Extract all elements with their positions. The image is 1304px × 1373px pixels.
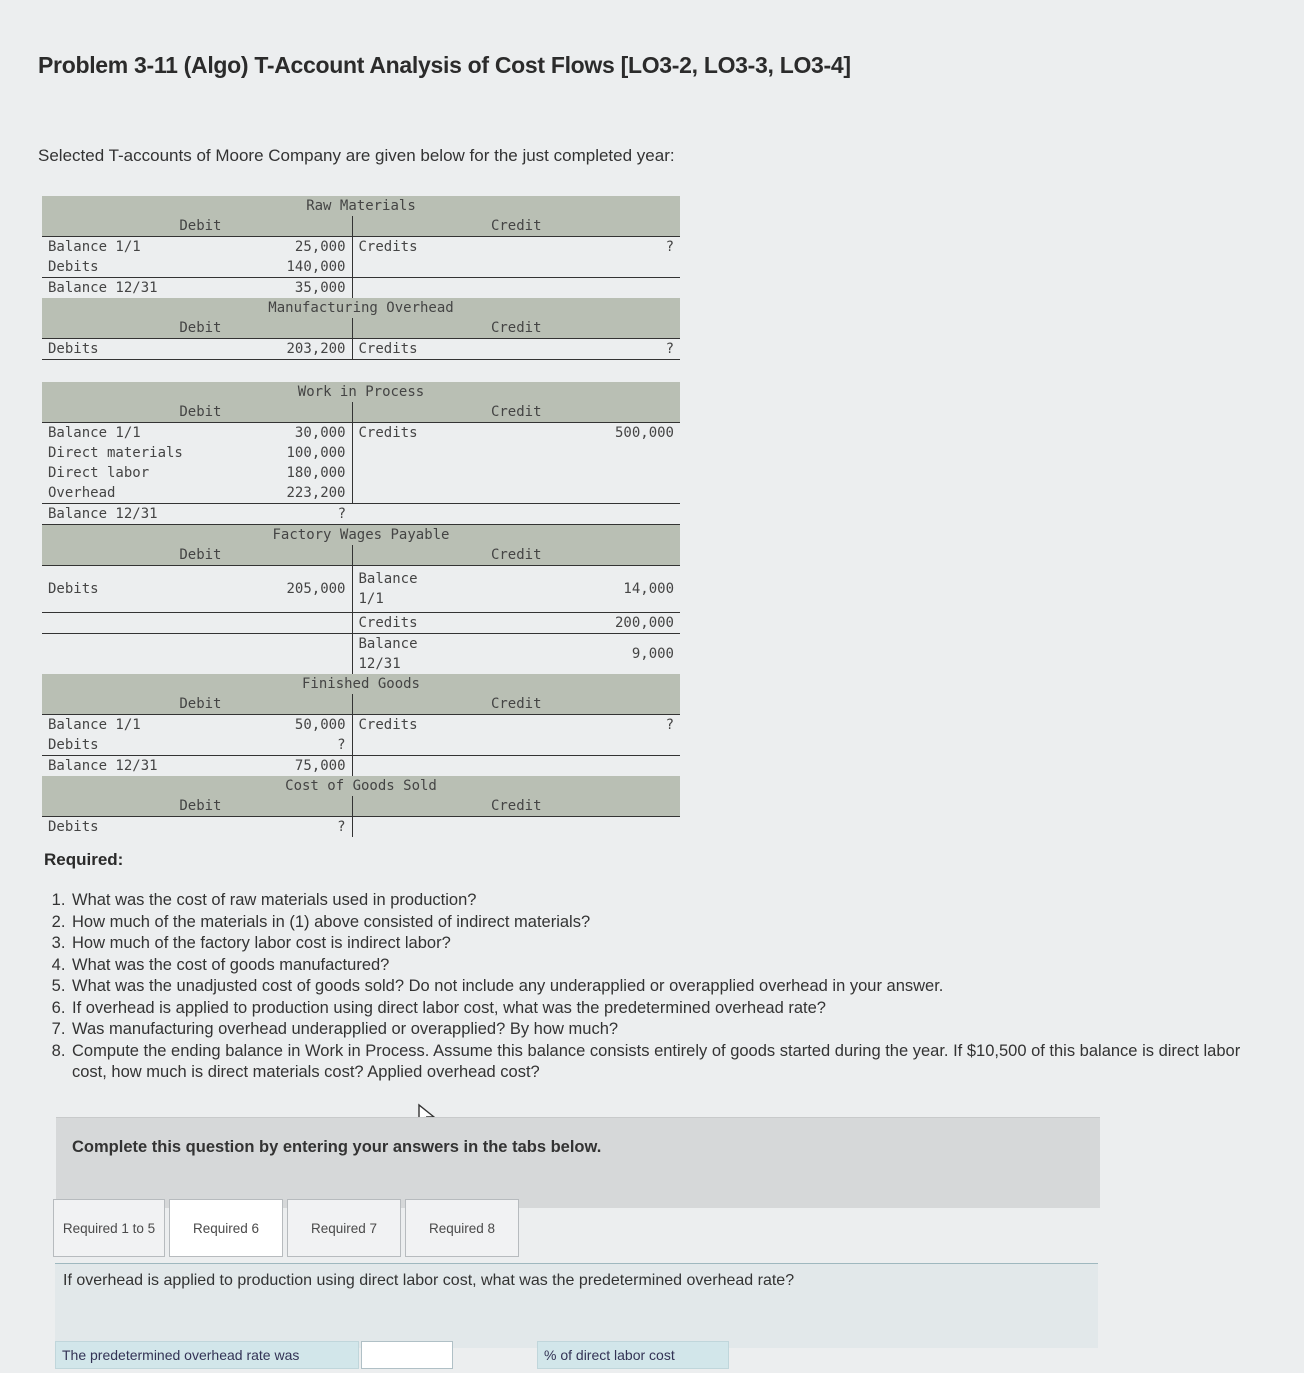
account-title: Raw Materials	[42, 196, 680, 216]
credit-label: Credits	[358, 717, 418, 733]
required-list	[44, 890, 1244, 1084]
credit-header: Credit	[352, 402, 680, 423]
row-amount: 205,000	[210, 566, 352, 613]
row-label: Debits	[48, 341, 99, 357]
required-section	[44, 850, 1244, 1084]
row-label: Debits	[48, 737, 99, 753]
account-title: Cost of Goods Sold	[42, 776, 680, 796]
answer-spacer	[453, 1343, 537, 1367]
tab-required-1-to-5[interactable]: Required 1 to 5	[53, 1199, 165, 1257]
overhead-rate-input[interactable]	[361, 1341, 453, 1369]
account-title: Finished Goods	[42, 674, 680, 694]
required-item: 5. What was the unadjusted cost of goods sold? Do not include any underapplied or overapplied overhead in your answer.	[70, 976, 1244, 998]
row-label: Direct materials	[48, 445, 183, 461]
credit-label: Credits	[358, 425, 418, 441]
credit-amount: ?	[665, 341, 674, 357]
intro-text: Selected T-accounts of Moore Company are given below for the just completed year:	[38, 146, 675, 165]
credit-amount: ?	[665, 239, 674, 255]
required-item: 6. If overhead is applied to production using direct labor cost, what was the predetermined overhead rate?	[70, 998, 1244, 1020]
row-amount: ?	[210, 735, 352, 756]
row-amount: 50,000	[210, 715, 352, 736]
credit-amount: 200,000	[614, 615, 674, 631]
debit-header: Debit	[42, 216, 352, 237]
credit-header: Credit	[352, 318, 680, 339]
row-label: Overhead	[48, 485, 116, 501]
instruction-text: Complete this question by entering your answers in the tabs below.	[72, 1138, 602, 1156]
instruction-panel	[56, 1117, 1100, 1208]
credit-header: Credit	[352, 796, 680, 817]
row-amount: 25,000	[210, 237, 352, 258]
row-label: Debits	[48, 581, 99, 597]
credit-label: Credits	[358, 615, 418, 631]
required-item: 1. What was the cost of raw materials used in production?	[70, 890, 1244, 912]
row-label: Balance 12/31	[48, 506, 158, 522]
required-label: Required:	[44, 850, 124, 869]
credit-amount: 500,000	[614, 425, 674, 441]
tab-required-6[interactable]: Required 6	[169, 1199, 283, 1257]
debit-header: Debit	[42, 318, 352, 339]
problem-title: Problem 3-11 (Algo) T-Account Analysis of Cost Flows [LO3-2, LO3-3, LO3-4]	[38, 52, 851, 78]
credit-header: Credit	[352, 694, 680, 715]
credit-label: Credits	[358, 239, 418, 255]
account-title: Factory Wages Payable	[42, 525, 680, 545]
credit-amount: 14,000	[623, 581, 674, 597]
row-amount: ?	[210, 817, 352, 838]
row-amount: ?	[337, 506, 346, 522]
credit-label: Balance 1/1	[358, 571, 418, 607]
required-item: 2. How much of the materials in (1) above consisted of indirect materials?	[70, 912, 1244, 934]
row-amount: 100,000	[210, 443, 352, 463]
credit-header: Credit	[352, 545, 680, 566]
row-amount: 223,200	[210, 483, 352, 504]
t-account-work-in-process	[42, 382, 680, 525]
t-accounts	[42, 196, 680, 837]
t-account-cost-of-goods-sold	[42, 776, 680, 837]
t-account-factory-wages-payable	[42, 525, 680, 674]
row-amount: 203,200	[210, 339, 352, 360]
question-box	[55, 1263, 1098, 1348]
row-amount: 35,000	[210, 278, 352, 299]
credit-label: Credits	[358, 341, 418, 357]
account-title: Manufacturing Overhead	[42, 298, 680, 318]
question-text: If overhead is applied to production using direct labor cost, what was the predetermined overhead rate?	[63, 1272, 795, 1289]
required-tabs	[53, 1199, 523, 1257]
credit-amount: 9,000	[631, 646, 674, 662]
answer-row	[55, 1340, 729, 1370]
row-label: Balance 12/31	[48, 280, 158, 296]
debit-header: Debit	[42, 796, 352, 817]
row-amount: 180,000	[210, 463, 352, 483]
debit-header: Debit	[42, 545, 352, 566]
row-amount: 140,000	[210, 257, 352, 278]
answer-label: The predetermined overhead rate was	[55, 1341, 359, 1369]
row-label: Balance 1/1	[48, 239, 141, 255]
required-item: 8. Compute the ending balance in Work in Process. Assume this balance consists entirely of goods started during the year. If $10,500 of this balance is direct labor cost, how much is direct materials cost? Applied overhead cost?	[70, 1041, 1244, 1084]
account-title: Work in Process	[42, 382, 680, 402]
credit-label: Balance 12/31	[358, 636, 418, 672]
t-account-raw-materials	[42, 196, 680, 298]
row-amount: 30,000	[210, 423, 352, 444]
required-item: 4. What was the cost of goods manufactured?	[70, 955, 1244, 977]
tab-required-7[interactable]: Required 7	[287, 1199, 401, 1257]
answer-unit: % of direct labor cost	[537, 1341, 729, 1369]
required-item: 7. Was manufacturing overhead underapplied or overapplied? By how much?	[70, 1019, 1244, 1041]
t-account-finished-goods	[42, 674, 680, 776]
credit-header: Credit	[352, 216, 680, 237]
row-label: Direct labor	[48, 465, 150, 481]
row-amount: 75,000	[210, 756, 352, 777]
row-label: Balance 1/1	[48, 425, 141, 441]
debit-header: Debit	[42, 402, 352, 423]
credit-amount: ?	[665, 717, 674, 733]
debit-header: Debit	[42, 694, 352, 715]
required-item: 3. How much of the factory labor cost is indirect labor?	[70, 933, 1244, 955]
row-label: Balance 1/1	[48, 717, 141, 733]
t-account-manufacturing-overhead	[42, 298, 680, 382]
tab-required-8[interactable]: Required 8	[405, 1199, 519, 1257]
row-label: Debits	[48, 819, 99, 835]
row-label: Balance 12/31	[48, 758, 158, 774]
row-label: Debits	[48, 259, 99, 275]
